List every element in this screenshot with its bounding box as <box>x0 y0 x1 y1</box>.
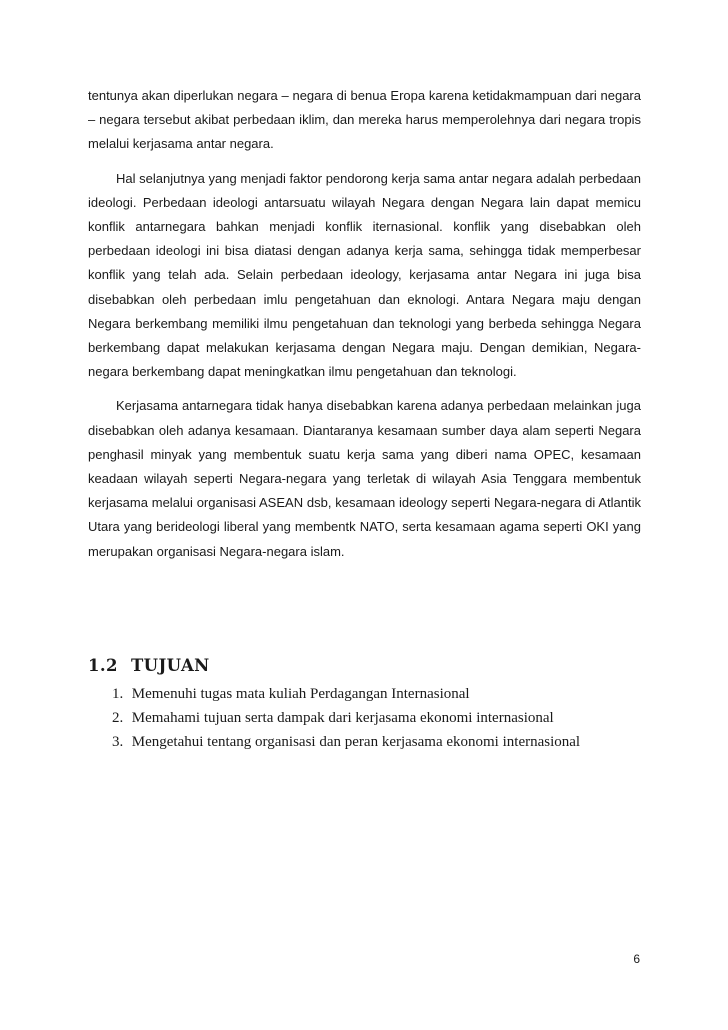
section-tujuan <box>88 656 688 754</box>
list-item <box>112 682 688 706</box>
list-item-index: 1. <box>112 686 124 702</box>
paragraph-trade-climate: tentunya akan diperlukan negara – negara di benua Eropa karena ketidakmampuan dari negara – negara tersebut akibat perbedaan iklim, dan mereka harus memperolehnya dari negara tropis melalui kerjasama antar negara. <box>88 88 641 152</box>
list-item <box>112 706 688 730</box>
list-item-text: Memahami tujuan serta dampak dari kerjasama ekonomi internasional <box>131 710 554 726</box>
section-title: TUJUAN <box>131 656 210 675</box>
list-item <box>112 730 688 754</box>
list-item-text: Mengetahui tentang organisasi dan peran kerjasama ekonomi internasional <box>131 734 581 750</box>
paragraph-similarity: Kerjasama antarnegara tidak hanya disebabkan karena adanya perbedaan melainkan juga disebabkan oleh adanya kesamaan. Diantaranya kesamaan sumber daya alam seperti Negara penghasil minyak yang membentuk suatu kerja sama yang diberi nama OPEC, kesamaan keadaan wilayah seperti Negara-negara yang terletak di wilayah Asia Tenggara membentuk kerjasama melalui organisasi ASEAN dsb, kesamaan ideology seperti Negara-negara di Atlantik Utara yang berideologi liberal yang membentk NATO, serta kesamaan agama seperti OKI yang merupakan organisasi Negara-negara islam. <box>88 398 641 559</box>
goal-list <box>88 682 688 754</box>
list-item-index: 2. <box>112 710 124 726</box>
page-number: 6 <box>633 952 640 966</box>
section-number: 1.2 <box>88 656 118 675</box>
list-item-index: 3. <box>112 734 124 750</box>
body-text <box>88 84 641 564</box>
paragraph-ideology-difference: Hal selanjutnya yang menjadi faktor pendorong kerja sama antar negara adalah perbedaan ideologi. Perbedaan ideologi antarsuatu wilayah Negara dengan Negara lain dapat memicu konflik antarnegara bahkan menjadi konflik iternasional. konflik yang disebabkan oleh perbedaan ideologi ini bisa diatasi dengan adanya kerja sama, sehingga tidak memperbesar konflik yang telah ada. Selain perbedaan ideology, kerjasama antar Negara ini juga bisa disebabkan oleh perbedaan imlu pengetahuan dan eknologi. Antara Negara maju dengan Negara berkembang memiliki ilmu pengetahuan dan teknologi yang berbeda sehingga Negara berkembang dapat melakukan kerjasama dengan Negara maju. Dengan demikian, Negara-negara berkembang dapat meningkatkan ilmu pengetahuan dan teknologi. <box>88 170 641 380</box>
section-heading <box>88 656 688 675</box>
list-item-text: Memenuhi tugas mata kuliah Perdagangan Internasional <box>131 686 470 702</box>
